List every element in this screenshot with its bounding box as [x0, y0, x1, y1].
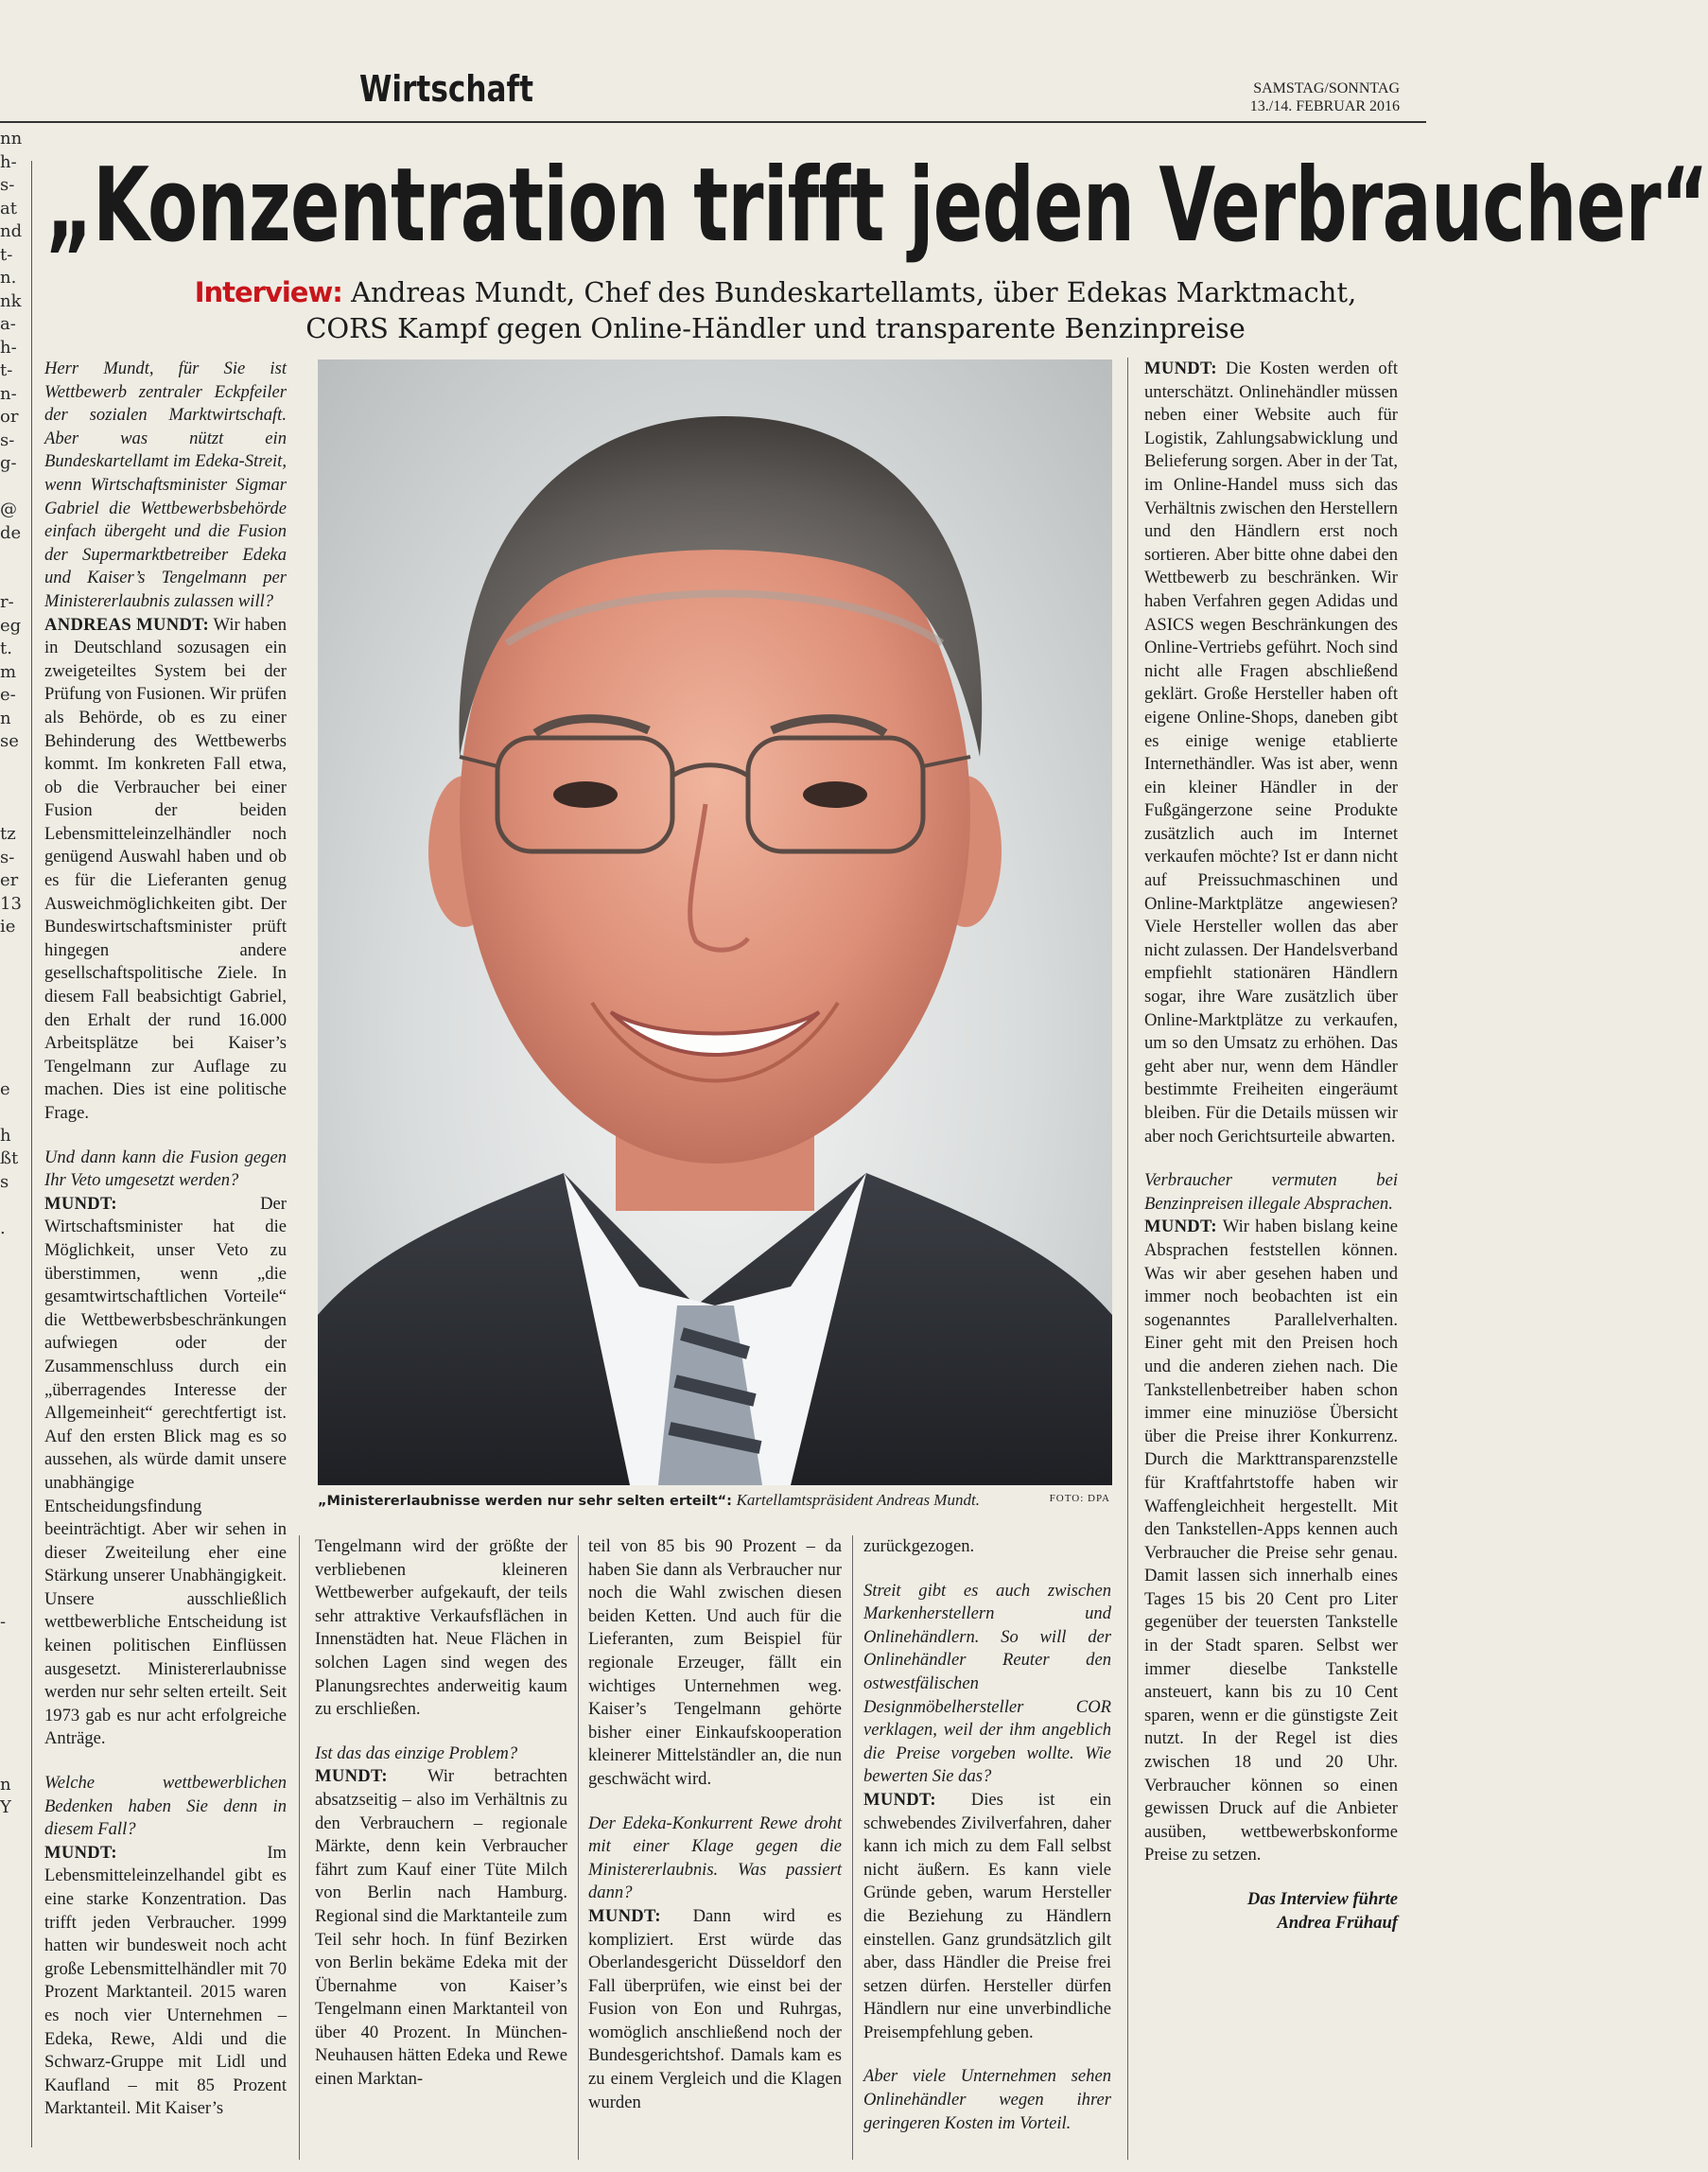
- fragment-line: [0, 569, 21, 592]
- fragment-line: r-: [0, 592, 14, 612]
- column-rule: [1127, 358, 1128, 2160]
- fragment-line: [0, 1472, 21, 1496]
- body-text: teil von 85 bis 90 Prozent – da haben Sie dann als Verbraucher nur noch die Wahl zwischen diesen beiden Ketten. Und auch für die Lieferanten, zum Beispiel für regionale Erzeuger, fällt ein wichtiges Unternehmen weg. Kaiser’s Tengelmann gehörte bisher einer Einkaufskooperation kleinerer Mittelständler an, die nun geschwächt wird.: [588, 1536, 842, 1789]
- fragment-line: a-: [0, 314, 16, 334]
- fragment-line: [0, 962, 21, 986]
- photo-credit: FOTO: DPA: [1049, 1493, 1110, 1504]
- fragment-line: [0, 1565, 21, 1588]
- answer-text: Dann wird es kompliziert. Erst würde das Oberlandesgericht Düsseldorf den Fall überprüfen, wie einst bei der Fusion von Eon und Ruhrgas, womöglich anschließend noch der Bundesgerichtshof. Damals kam es zu einem Vergleich und die Klagen wurden: [588, 1905, 842, 2112]
- body-text: Tengelmann wird der größte der verbliebenen kleineren Wettbewerber aufgekauft, der teils sehr attraktive Verkaufsflächen in Innenstädten hat. Neue Flächen in solchen Lagen sind wegen des Planungsrechtes anderweitig kaum zu erschließen.: [315, 1536, 567, 1720]
- fragment-line: [0, 1032, 21, 1056]
- photo-caption: [318, 1491, 1112, 1510]
- column-rule: [852, 1535, 853, 2160]
- fragment-line: [0, 1055, 21, 1078]
- interview-question: Verbraucher vermuten bei Benzinpreisen illegale Absprachen.: [1144, 1170, 1398, 1214]
- section-title: Wirtschaft: [359, 68, 534, 110]
- article-column-5: [1144, 358, 1398, 1935]
- fragment-line: [0, 1542, 21, 1566]
- answer-text: Im Lebensmitteleinzelhandel gibt es eine starke Konzentration. Das trifft jeden Verbraucher. 1999 hatten wir bundesweit noch acht große Lebensmittelhändler mit 70 Prozent Marktanteil. 2015 waren es noch vier Unternehmen – Edeka, Rewe, Aldi und die Schwarz-Gruppe mit Lidl und Kaufland – mit 85 Prozent Marktanteil. Mit Kaiser’s: [44, 1842, 287, 2119]
- answer-text: Wir haben in Deutschland sozusagen ein zweigeteiltes System bei der Prüfung von Fusionen. Wir prüfen als Behörde, ob es zu einer Behinderung des Wettbewerbs kommt. Im konkreten Fall etwa, ob die Verbraucher bei einer Fusion der beiden Lebensmitteleinzelhändler noch genügend Auswahl haben und ob es für die Lieferanten genug Ausweichmöglichkeiten gibt. Der Bundeswirtschaftsminister prüft hingegen andere gesellschaftspolitische Ziele. In diesem Fall beabsichtigt Gabriel, den Erhalt der rund 16.000 Arbeitsplätze bei Kaiser’s Tengelmann zur Auflage zu machen. Dies ist eine politische Frage.: [44, 614, 287, 1123]
- speaker-label: MUNDT:: [863, 1789, 936, 1810]
- fragment-line: m: [0, 661, 17, 682]
- answer-text: Dies ist ein schwebendes Zivilverfahren, daher kann ich mich zu dem Fall selbst nicht äußern. Es kann viele Gründe geben, warum Hersteller die Beziehung zu Händlern einstellen. Ganz grundsätzlich gilt aber, dass Händler die Preise frei setzen dürfen. Hersteller dürfen Händlern nur eine unverbindliche Preisempfehlung geben.: [863, 1789, 1111, 2042]
- interview-answer: [1144, 358, 1398, 1148]
- fragment-line: nn: [0, 129, 23, 149]
- signoff-line: Das Interview führte: [1246, 1889, 1398, 1909]
- fragment-line: s-: [0, 429, 15, 450]
- fragment-line: [0, 1008, 21, 1032]
- fragment-line: [0, 754, 21, 778]
- article-column-4: [863, 1535, 1111, 2135]
- fragment-line: [0, 1194, 21, 1217]
- fragment-line: e-: [0, 685, 16, 705]
- fragment-line: [0, 1704, 21, 1727]
- speaker-label: ANDREAS MUNDT:: [44, 614, 210, 635]
- fragment-line: [0, 1310, 21, 1334]
- fragment-line: 13: [0, 893, 22, 914]
- fragment-line: n: [0, 1774, 11, 1795]
- headline: „Konzentration trifft jeden Verbraucher“: [45, 147, 1708, 265]
- fragment-line: [0, 1287, 21, 1310]
- interview-question: Und dann kann die Fusion gegen Ihr Veto umgesetzt werden?: [44, 1147, 287, 1191]
- issue-date: [1250, 79, 1400, 115]
- fragment-line: h-: [0, 151, 17, 172]
- fragment-line: [0, 1333, 21, 1357]
- speaker-label: MUNDT:: [1144, 1217, 1217, 1237]
- caption-text: Kartellamtspräsident Andreas Mundt.: [736, 1491, 980, 1509]
- speaker-label: MUNDT:: [315, 1766, 388, 1787]
- fragment-line: at: [0, 198, 17, 219]
- fragment-line: tz: [0, 824, 16, 844]
- fragment-line: [0, 1518, 21, 1542]
- fragment-line: h: [0, 1125, 11, 1146]
- fragment-line: [0, 1101, 21, 1125]
- date-line-1: SAMSTAG/SONNTAG: [1253, 80, 1400, 96]
- interview-question: Ist das das einzige Problem?: [315, 1743, 518, 1763]
- fragment-line: n-: [0, 383, 17, 404]
- interview-answer: [588, 1905, 842, 2114]
- interview-answer: [44, 1193, 287, 1751]
- fragment-line: [0, 939, 21, 963]
- fragment-line: -: [0, 1612, 7, 1632]
- fragment-line: eg: [0, 615, 22, 636]
- fragment-line: nd: [0, 221, 23, 241]
- fragment-line: n: [0, 708, 11, 728]
- answer-text: Der Wirtschaftsminister hat die Möglichkeit, unser Veto zu überstimmen, wenn „die gesamtwirtschaftlichen Vorteile“ die Wettbewerbsbeschränkungen aufwiegen oder der Zusammenschluss durch ein „überragendes Interesse der Allgemeinheit“ gerechtfertigt ist. Auf den ersten Blick mag es so aussehen, als würde damit unsere unabhängige Entscheidungsfindung beeinträchtigt. Aber wir sehen in dieser Zweiteilung eher eine Stärkung unserer Unabhängigkeit. Unsere ausschließlich wettbewerbliche Entscheidung ist keinen politischen Einflüssen ausgesetzt. Ministererlaubnisse werden nur sehr selten erteilt. Seit 1973 gab es nur acht erfolgreiche Anträge.: [44, 1193, 287, 1749]
- speaker-label: MUNDT:: [44, 1193, 117, 1214]
- interview-question: Aber viele Unternehmen sehen Onlinehändler wegen ihrer geringeren Kosten im Vorteil.: [863, 2066, 1111, 2133]
- column-rule-left: [31, 161, 32, 2147]
- fragment-line: [0, 1657, 21, 1681]
- interview-question: Der Edeka-Konkurrent Rewe droht mit einer Klage gegen die Ministererlaubnis. Was passiert dann?: [588, 1813, 842, 1903]
- fragment-line: [0, 777, 21, 800]
- fragment-line: [0, 1496, 21, 1519]
- column-rule: [578, 1535, 579, 2160]
- answer-text: Wir betrachten absatzseitig – also im Verhältnis zu den Verbrauchern – regionale Märkte, denn kein Verbraucher fährt zum Kauf einer Tüte Milch von Berlin nach Hamburg. Regional sind die Marktanteile zum Teil sehr hoch. In fünf Bezirken von Berlin bekäme Edeka mit der Übernahme von Kaiser’s Tengelmann einen Marktanteil von über 40 Prozent. In München-Neuhausen hätten Edeka und Rewe einen Marktan-: [315, 1766, 567, 2090]
- adjacent-article-fragment: [0, 128, 21, 2172]
- answer-text: Die Kosten werden oft unterschätzt. Onlinehändler müssen neben einer Website auch für Logistik, Zahlungsabwicklung und Belieferung sorgen. Aber in der Tat, im Online-Handel muss sich das Verhältnis zwischen den Herstellern und den Händlern erst noch sortieren. Aber bitte ohne dabei den Wettbewerb zu beschränken. Wir haben Verfahren gegen Adidas und ASICS wegen Beschränkungen des Online-Vertriebs geführt. Noch sind nicht alle Fragen abschließend geklärt. Große Hersteller haben oft eigene Online-Shops, daneben gibt es einige wenige etablierte Internethändler. Was ist aber, wenn ein kleiner Händler in der Fußgängerzone seine Produkte zusätzlich auch im Internet verkaufen möchte? Ist er dann nicht auf Preissuchmaschinen und Online-Marktplätze angewiesen? Viele Hersteller wollen das aber nicht zulassen. Der Handelsverband empfiehlt stationären Händlern sogar, ihre Ware zusätzlich über Online-Marktplätze zu verkaufen, um so den Umsatz zu erhöhen. Das geht aber nur, wenn dem Händler bestimmte Freiheiten eingeräumt bleiben. Für die Details müssen wir aber noch Gerichtsurteile abwarten.: [1144, 359, 1398, 1147]
- column-rule: [299, 1535, 300, 2160]
- caption-quote: „Ministererlaubnisse werden nur sehr selten erteilt“:: [318, 1494, 732, 1509]
- body-text: zurückgezogen.: [863, 1536, 975, 1556]
- fragment-line: [0, 1379, 21, 1403]
- fragment-line: ie: [0, 917, 16, 937]
- article-column-3: [588, 1535, 842, 2114]
- kicker-label: Interview:: [194, 276, 342, 308]
- signoff-author: Andrea Frühauf: [1277, 1912, 1398, 1933]
- fragment-line: [0, 1264, 21, 1287]
- interview-answer: [44, 1842, 287, 2121]
- fragment-line: s-: [0, 175, 15, 195]
- interview-answer: [315, 1765, 567, 2091]
- speaker-label: MUNDT:: [1144, 359, 1217, 378]
- fragment-line: s-: [0, 847, 15, 867]
- answer-text: Wir haben bislang keine Absprachen feststellen können. Was wir aber gesehen haben und immer noch beobachten ist ein sogenanntes Parallelverhalten. Einer geht mit den Preisen hoch und die anderen ziehen nach. Die Tankstellenbetreiber haben schon immer eine minuziöse Übersicht über die Preise ihrer Konkurrenz. Durch die Markttransparenzstelle für Kraftfahrtstoffe haben wir Waffengleichheit hergestellt. Mit den Tankstellen-Apps kennen auch Verbraucher die Preise sehr genau. Damit lassen sich innerhalb eines Tages 15 bis 20 Cent pro Liter gegenüber der teuersten Tankstelle in der Stadt sparen. Selbst wer immer dieselbe Tankstelle ansteuert, kann bis zu 10 Cent sparen, wenn er die günstigste Zeit nutzt. In der Regel ist dies zwischen 18 und 20 Uhr. Verbraucher können so einen gewissen Druck auf die Anbieter ausüben, wettbewerbskonforme Preise zu setzen.: [1144, 1217, 1398, 1865]
- interview-question: Welche wettbewerblichen Bedenken haben Sie denn in diesem Fall?: [44, 1773, 287, 1840]
- fragment-line: Y: [0, 1797, 11, 1817]
- fragment-line: s: [0, 1171, 9, 1192]
- header-rule: [0, 121, 1426, 123]
- fragment-line: se: [0, 731, 19, 751]
- fragment-line: er: [0, 870, 19, 890]
- fragment-line: [0, 1426, 21, 1449]
- fragment-line: [0, 1240, 21, 1264]
- fragment-line: [0, 1588, 21, 1612]
- article-column-1: [44, 358, 287, 2121]
- fragment-line: [0, 986, 21, 1009]
- portrait-illustration: [318, 359, 1112, 1485]
- subheadline: [151, 274, 1400, 346]
- fragment-line: [0, 545, 21, 569]
- fragment-line: [0, 1681, 21, 1705]
- speaker-label: MUNDT:: [588, 1905, 661, 1926]
- interview-question: Herr Mundt, für Sie ist Wettbewerb zentraler Eckpfeiler der sozialen Marktwirtschaft. Aber was nützt ein Bundeskartellamt im Edeka-Streit, wenn Wirtschaftsminister Sigmar Gabriel die Wettbewerbsbehörde einfach übergeht und die Fusion der Supermarktbetreiber Edeka und Kaiser’s Tengelmann per Ministererlaubnis zulassen will?: [44, 359, 287, 611]
- fragment-line: de: [0, 522, 22, 543]
- interview-signoff: [1144, 1888, 1398, 1935]
- fragment-line: [0, 800, 21, 824]
- fragment-line: [0, 1403, 21, 1427]
- subheadline-text: Andreas Mundt, Chef des Bundeskartellamts, über Edekas Marktmacht, CORS Kampf gegen Online-Händler und transparente Benzinpreise: [305, 276, 1357, 344]
- article-column-2: [315, 1535, 567, 2092]
- portrait-photo: [318, 359, 1112, 1485]
- fragment-line: [0, 1727, 21, 1751]
- fragment-line: h-: [0, 337, 17, 358]
- fragment-line: @: [0, 499, 17, 519]
- fragment-line: or: [0, 407, 19, 427]
- fragment-line: .: [0, 1217, 6, 1238]
- interview-question: Streit gibt es auch zwischen Markenherstellern und Onlinehändlern. So will der Onlinehändler Reuter den ostwestfälischen Designmöbelhersteller COR verklagen, weil der ihm angeblich die Preise vorgeben wollte. Wie bewerten Sie das?: [863, 1580, 1111, 1787]
- fragment-line: [0, 1750, 21, 1774]
- fragment-line: g-: [0, 453, 17, 473]
- fragment-line: [0, 1635, 21, 1658]
- date-line-2: 13./14. FEBRUAR 2016: [1249, 98, 1400, 114]
- fragment-line: t-: [0, 360, 13, 380]
- fragment-line: [0, 476, 21, 499]
- fragment-line: n.: [0, 268, 17, 288]
- fragment-line: t.: [0, 639, 12, 658]
- interview-answer: [1144, 1216, 1398, 1867]
- speaker-label: MUNDT:: [44, 1842, 117, 1863]
- fragment-line: [0, 1357, 21, 1380]
- fragment-line: e: [0, 1078, 10, 1099]
- interview-answer: [863, 1789, 1111, 2045]
- fragment-line: [0, 1449, 21, 1473]
- fragment-line: t-: [0, 244, 13, 265]
- fragment-line: ßt: [0, 1148, 19, 1168]
- interview-answer: [44, 614, 287, 1126]
- fragment-line: nk: [0, 290, 22, 311]
